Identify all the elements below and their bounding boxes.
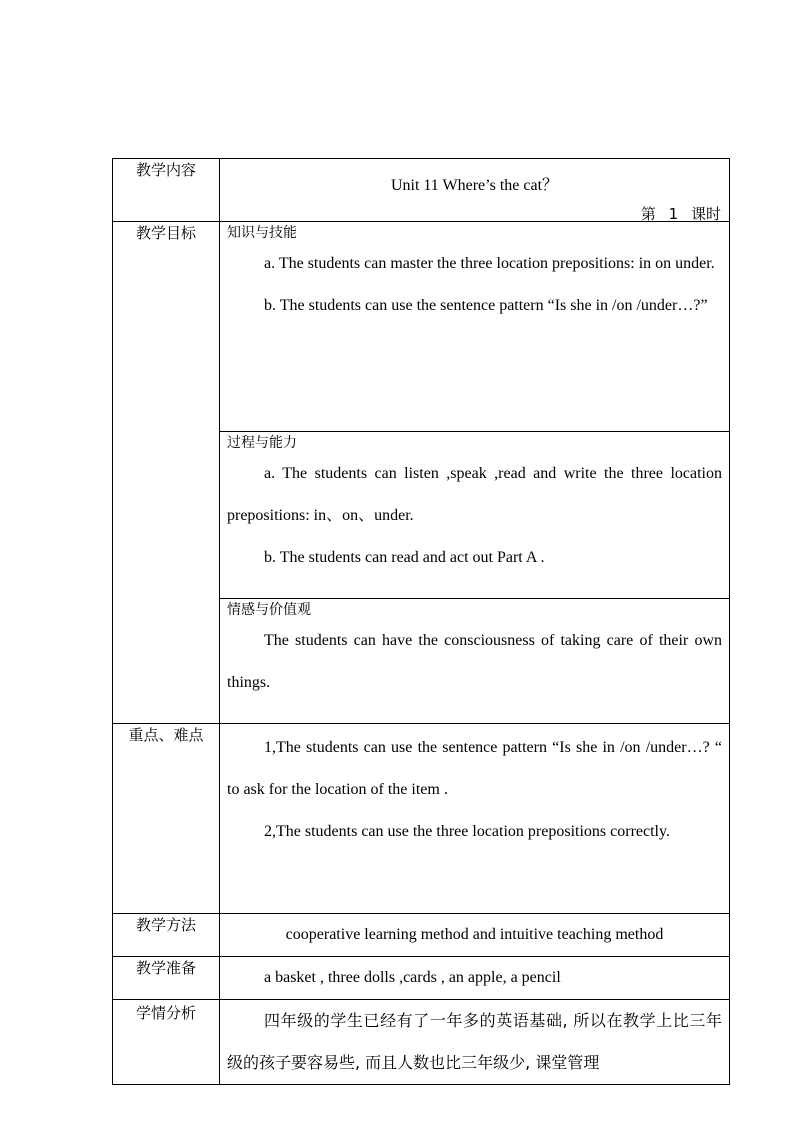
goals-row: [113, 222, 730, 724]
key-point-2: 2,The students can use the three location prepositions correctly.: [264, 823, 670, 840]
process-paragraph-a: a. The students can listen ,speak ,read and write the three location prepositions: in、on、under.: [227, 465, 722, 524]
prep-cell: [220, 957, 730, 1000]
unit-title: Unit 11 Where’s the cat？: [390, 177, 559, 194]
knowledge-paragraph-a: a. The students can master the three location prepositions: in on under.: [264, 255, 715, 272]
emotion-heading: 情感与价值观: [227, 602, 311, 618]
analysis-row: [113, 1000, 730, 1085]
lesson-number: 第 1 课时: [640, 205, 721, 223]
key-point-1: 1,The students can use the sentence pattern “Is she in /on /under…? “ to ask for the location of the item .: [227, 739, 722, 798]
method-label: 教学方法: [113, 914, 220, 957]
key-points-cell: [220, 724, 730, 914]
emotion-paragraph: The students can have the consciousness of taking care of their own things.: [227, 632, 722, 691]
method-row: [113, 914, 730, 957]
content-row: [113, 159, 730, 222]
knowledge-heading: 知识与技能: [227, 225, 297, 241]
process-heading: 过程与能力: [227, 435, 297, 451]
prep-text: a basket , three dolls ,cards , an apple, a pencil: [264, 969, 561, 986]
goals-label: 教学目标: [113, 222, 220, 724]
prep-label: 教学准备: [113, 957, 220, 1000]
method-cell: [220, 914, 730, 957]
lesson-plan-table: [112, 158, 730, 1085]
key-points-label: 重点、难点: [113, 724, 220, 914]
analysis-text: 四年级的学生已经有了一年多的英语基础, 所以在教学上比三年级的孩子要容易些, 而且人数也比三年级少, 课堂管理: [227, 1011, 722, 1072]
goals-cell: [220, 222, 730, 724]
process-ability-block: [220, 432, 729, 599]
process-paragraph-b: b. The students can read and act out Part A .: [264, 549, 545, 566]
knowledge-skills-block: [220, 222, 729, 432]
analysis-label: 学情分析: [113, 1000, 220, 1085]
knowledge-paragraph-b: b. The students can use the sentence pattern “Is she in /on /under…?”: [264, 297, 708, 314]
content-label: 教学内容: [113, 159, 220, 222]
content-cell: [220, 159, 730, 222]
emotion-values-block: [220, 599, 729, 723]
key-points-row: [113, 724, 730, 914]
prep-row: [113, 957, 730, 1000]
method-text: cooperative learning method and intuitive teaching method: [285, 926, 664, 943]
analysis-cell: [220, 1000, 730, 1085]
